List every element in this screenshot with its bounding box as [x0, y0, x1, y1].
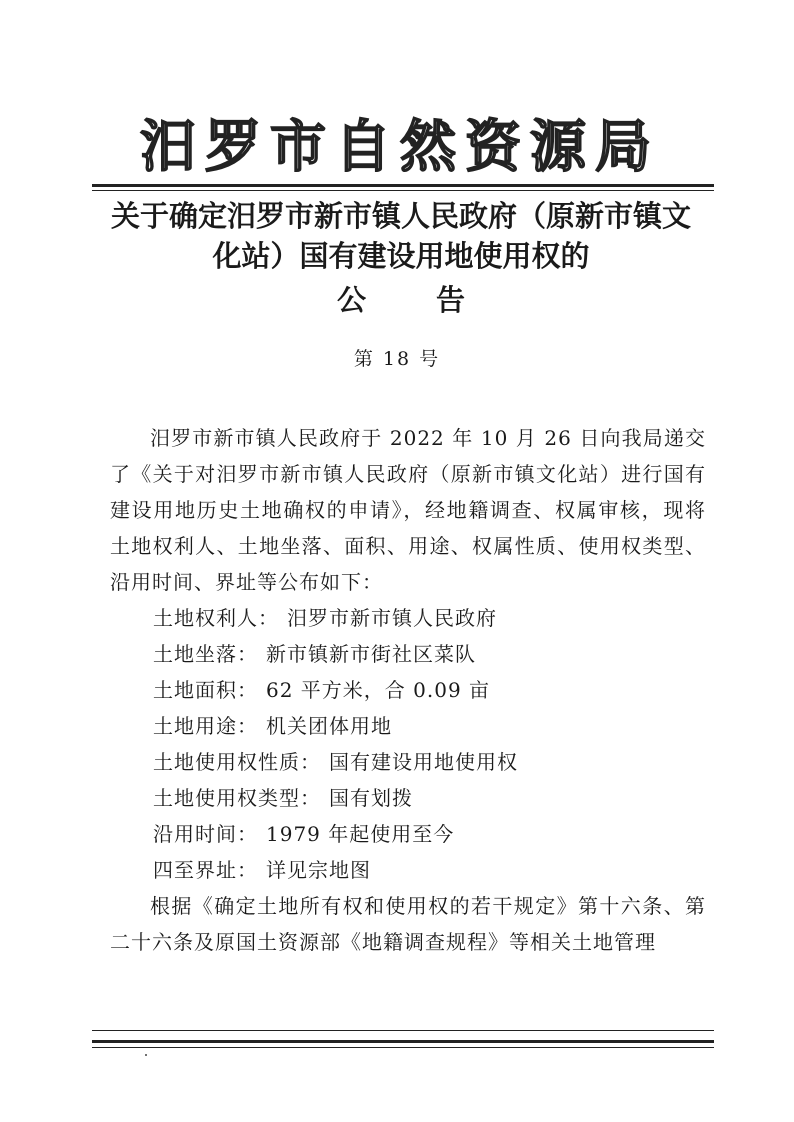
field-land-area: 土地面积： 62 平方米，合 0.09 亩	[153, 678, 491, 702]
field-label: 土地用途	[153, 714, 237, 738]
field-value: 国有建设用地使用权	[329, 750, 518, 774]
header-divider-thick	[92, 184, 714, 187]
field-usage-time: 沿用时间： 1979 年起使用至今	[153, 822, 455, 846]
document-number: 第 18 号	[353, 348, 441, 370]
field-label: 沿用时间	[153, 822, 237, 846]
field-value: 机关团体用地	[266, 714, 392, 738]
field-value: 汨罗市新市镇人民政府	[287, 606, 497, 630]
notice-body	[110, 420, 706, 960]
field-land-use: 土地用途： 机关团体用地	[153, 714, 392, 738]
scan-speck	[145, 1054, 147, 1056]
agency-masthead: 汨罗市自然资源局	[140, 114, 660, 180]
header-divider-thin	[92, 190, 714, 191]
title-line-1: 关于确定汨罗市新市镇人民政府（原新市镇文	[110, 199, 691, 233]
field-right-nature: 土地使用权性质： 国有建设用地使用权	[153, 750, 518, 774]
field-right-type: 土地使用权类型： 国有划拨	[153, 786, 413, 810]
footer-divider-thin-2	[92, 1047, 714, 1048]
footer-divider-thick	[92, 1040, 714, 1043]
field-value: 62 平方米，合 0.09 亩	[266, 678, 491, 702]
intro-paragraph: 汨罗市新市镇人民政府于 2022 年 10 月 26 日向我局递交了《关于对汨罗市新市镇人民政府（原新市镇文化站）进行国有建设用地历史土地确权的申请》，经地籍调查、权属审核，现将土地权利人、土地坐落、面积、用途、权属性质、使用权类型、沿用时间、界址等公布如下：	[110, 426, 706, 594]
title-line-2: 化站）国有建设用地使用权的	[212, 239, 590, 273]
field-label: 土地坐落	[153, 642, 237, 666]
field-label: 土地使用权性质	[153, 750, 300, 774]
field-land-location: 土地坐落： 新市镇新市街社区菜队	[153, 642, 476, 666]
land-fields-list	[110, 600, 706, 888]
closing-paragraph: 根据《确定土地所有权和使用权的若干规定》第十六条、第二十六条及原国土资源部《地籍调查规程》等相关土地管理	[110, 894, 706, 954]
field-land-owner: 土地权利人： 汨罗市新市镇人民政府	[153, 606, 497, 630]
field-label: 土地面积	[153, 678, 237, 702]
field-value: 新市镇新市街社区菜队	[266, 642, 476, 666]
field-label: 四至界址	[153, 858, 237, 882]
title-notice: 公 告	[336, 283, 496, 317]
field-label: 土地使用权类型	[153, 786, 300, 810]
footer-divider-thin	[92, 1030, 714, 1031]
notice-title	[96, 196, 706, 320]
field-value: 详见宗地图	[266, 858, 371, 882]
field-value: 1979 年起使用至今	[266, 822, 455, 846]
field-boundaries: 四至界址： 详见宗地图	[153, 858, 371, 882]
field-label: 土地权利人	[153, 606, 258, 630]
field-value: 国有划拨	[329, 786, 413, 810]
